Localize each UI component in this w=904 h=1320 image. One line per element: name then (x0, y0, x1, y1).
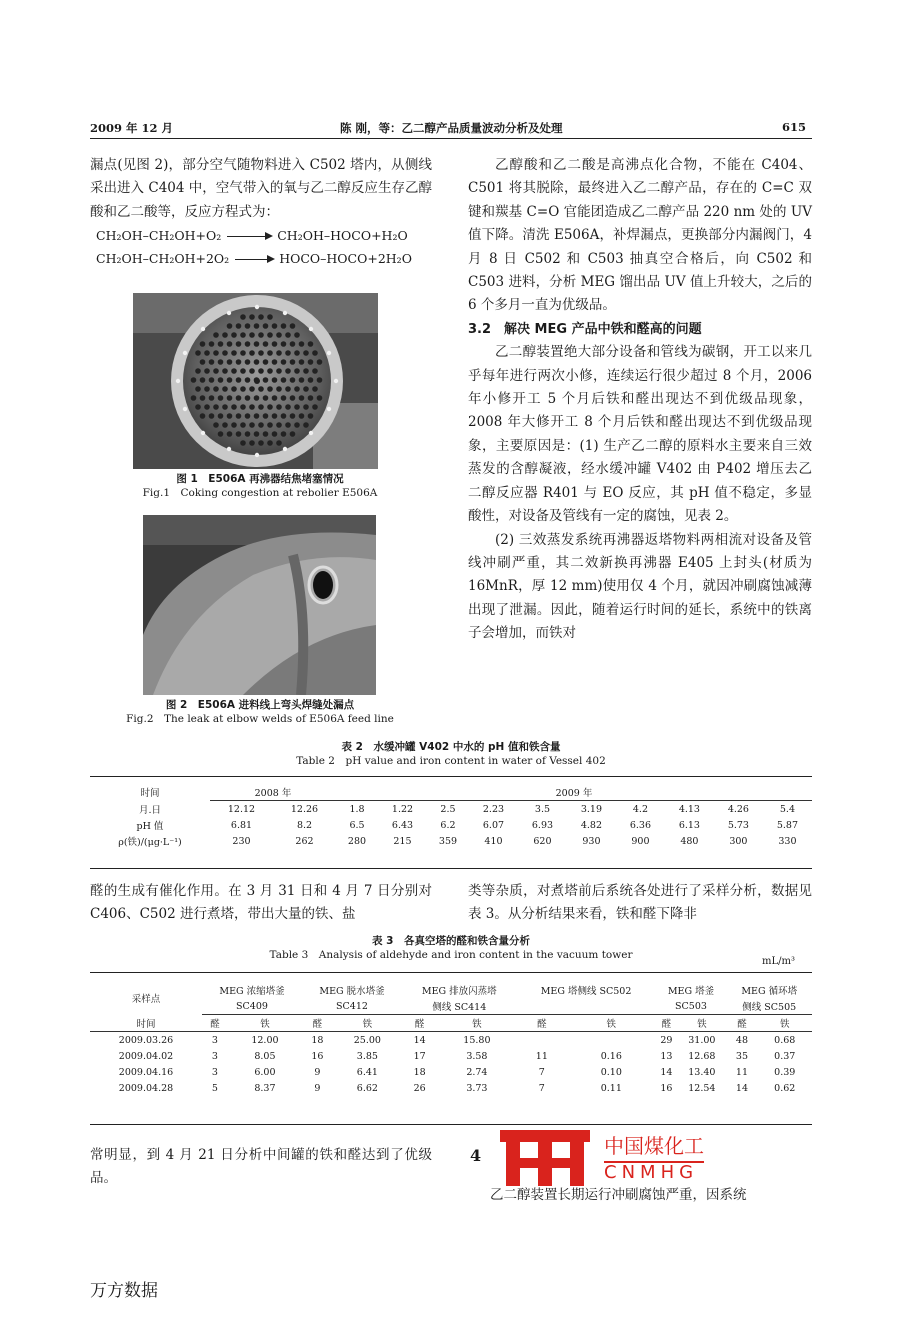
table-row (90, 833, 812, 849)
table-cell: 18 (311, 1034, 324, 1046)
arrow-icon (227, 236, 271, 237)
table-cell: 0.68 (774, 1034, 796, 1046)
table-cell: 醛 (661, 1019, 672, 1030)
table-cell: 侧线 SC414 (402, 998, 517, 1015)
table-cell: ρ(铁)/(μg·L⁻¹) (118, 837, 182, 848)
table-cell: 12.12 (227, 803, 256, 815)
table-cell: 6.5 (349, 819, 365, 831)
table-cell: 14 (735, 1082, 748, 1094)
table-cell: 0.11 (600, 1082, 622, 1094)
table-3-caption-en: Table 3 Analysis of aldehyde and iron content in the vacuum tower (269, 949, 633, 961)
table-cell: 6.2 (440, 819, 456, 831)
table-cell: 6.41 (356, 1066, 378, 1078)
table-cell: 330 (778, 835, 797, 847)
table-cell: 410 (484, 835, 503, 847)
table-cell: 930 (582, 835, 601, 847)
table-cell (517, 998, 656, 1015)
table-cell: 6.00 (254, 1066, 276, 1078)
table-row (90, 1048, 812, 1064)
table-cell: MEG 浓缩塔釜 (219, 986, 285, 997)
table-cell: 铁 (606, 1019, 617, 1030)
table-cell: 6.13 (678, 819, 700, 831)
table-cell: 11 (535, 1050, 548, 1062)
table-cell: 3 (211, 1034, 218, 1046)
table-2-caption (90, 740, 812, 768)
table-cell: 0.37 (774, 1050, 796, 1062)
table-cell: MEG 循环塔 (741, 986, 798, 997)
table-cell: 9 (314, 1082, 321, 1094)
table-cell: 1.8 (349, 803, 365, 815)
table-cell: 铁 (697, 1019, 707, 1030)
table-cell: 17 (413, 1050, 426, 1062)
table-cell: SC503 (656, 998, 727, 1015)
table-cell: 12.54 (688, 1082, 716, 1094)
table-cell: 月.日 (138, 804, 162, 816)
table-cell: 0.39 (774, 1066, 796, 1078)
left-para-1: 漏点(见图 2)，部分空气随物料进入 C502 塔内，从侧线采出进入 C404 中，空气带入的氧与乙二醇反应生存乙醇酸和乙二酸等，反应方程式为： (90, 157, 432, 220)
table-cell: 359 (438, 835, 458, 847)
table-cell: 12.26 (290, 803, 319, 815)
table-2-year-2009: 2009 年 (336, 784, 812, 801)
table-cell: 18 (413, 1066, 426, 1078)
table-cell: 31.00 (688, 1034, 716, 1046)
footer-watermark: 万方数据 (90, 1281, 158, 1301)
table-3-caption-cn: 表 3 各真空塔的醛和铁含量分析 (372, 935, 530, 947)
table-cell (517, 1032, 568, 1049)
table-row (90, 1032, 812, 1049)
table-cell: pH 值 (136, 821, 164, 832)
table-cell: 26 (413, 1082, 426, 1094)
table-cell: 铁 (260, 1019, 270, 1030)
table-cell: 480 (680, 835, 699, 847)
right-para-3: (2) 三效蒸发系统再沸器返塔物料两相流对设备及管线冲刷严重，其二效新换再沸器 E405 上封头(材质为 16MnR，厚 12 mm)使用仅 4 个月，就因冲刷腐蚀减薄出现了泄漏。因此，随着运行时间的延长，系统中的铁离子会增加，而铁对 (468, 531, 812, 642)
table-cell: 2009.04.02 (118, 1050, 174, 1062)
table-cell: 5.73 (727, 819, 749, 831)
table-3-unit: mL/m³ (762, 956, 795, 967)
table-cell: SC412 (302, 998, 402, 1015)
figure-1-caption-en: Fig.1 Coking congestion at rebolier E506A (142, 487, 378, 499)
table-2-bottom-rule (90, 868, 812, 869)
table-cell: 5 (211, 1082, 218, 1094)
table-cell: 35 (735, 1050, 748, 1062)
table-cell: 262 (295, 835, 314, 847)
table-cell: 5.4 (779, 803, 795, 815)
table-3-sample-label: 采样点 (131, 994, 161, 1006)
table-cell: 醛 (537, 1019, 547, 1030)
bottom-right-text: 乙二醇装置长期运行冲刷腐蚀严重，因系统 (490, 1187, 747, 1203)
section-4-number: 4 (470, 1146, 482, 1165)
header-rule (90, 138, 812, 139)
section-3-2-heading: 3.2 解决 MEG 产品中铁和醛高的问题 (468, 321, 702, 337)
figure-1-caption (110, 472, 410, 500)
table-cell: 8.37 (254, 1082, 276, 1094)
table-cell: 3.19 (580, 803, 603, 815)
table-cell: 12.00 (251, 1034, 279, 1046)
table-2 (90, 784, 812, 849)
table-cell: 48 (735, 1034, 748, 1046)
table-2-year-row (90, 784, 812, 801)
table-cell: 620 (533, 835, 552, 847)
right-para-2: 乙二醇装置绝大部分设备和管线为碳钢，开工以来几乎每年进行两次小修，连续运行很少超过 8 个月，2006 年小修开工 5 个月后铁和醛出现达不到优级品现象，2008 年大修开工 8 个月后铁和醛出现达不到优级品现象，主要原因是：(1) 生产乙二醇的原料水主要来自三效蒸发的含醇凝液，经水缓冲罐 V402 由 P402 增压去乙二醇反应器 R401 与 EO 反应，其 pH 值不稳定，多显酸性，对设备及管线有一定的腐蚀，见表 2。 (468, 344, 812, 525)
table-cell: 铁 (472, 1019, 482, 1030)
table-cell: 醛 (210, 1019, 220, 1030)
table-cell: 0.16 (600, 1050, 622, 1062)
table-cell: 2.5 (440, 803, 456, 815)
table-cell: 7 (538, 1082, 545, 1094)
table-cell: 6.93 (531, 819, 554, 831)
table-cell: 3.58 (466, 1050, 488, 1062)
table-cell: 1.22 (391, 803, 414, 815)
arrow-icon (235, 259, 273, 260)
table-cell: 230 (232, 835, 251, 847)
table-cell: 215 (393, 835, 412, 847)
left-column (90, 154, 432, 270)
table-cell (567, 1032, 655, 1049)
figure-1-caption-cn: 图 1 E506A 再沸器结焦堵塞情况 (176, 473, 344, 485)
table-cell: 3.85 (356, 1050, 378, 1062)
table-row (90, 1080, 812, 1096)
table-cell: 6.43 (391, 819, 414, 831)
figure-2-caption (100, 698, 420, 726)
table-3-top-rule (90, 972, 812, 973)
table-cell: 4.26 (727, 803, 749, 815)
table-cell: 醛 (414, 1019, 425, 1030)
table-cell: 2.74 (466, 1066, 488, 1078)
table-cell: 11 (735, 1066, 748, 1078)
table-row (90, 801, 812, 818)
right-para-1: 乙醇酸和乙二酸是高沸点化合物，不能在 C404、C501 将其脱除，最终进入乙二醇产品，存在的 C=C 双键和羰基 C=O 官能团造成乙二醇产品 220 nm 处的 UV 值下降。清洗 E506A，补焊漏点，更换部分内漏阀门，4 月 8 日 C502 和 C503 抽真空合格后，向 C502 和 C503 进料，分析 MEG 馏出品 UV 值上升较大，之后的 6 个多月一直为优级品。 (468, 157, 812, 314)
table-cell: 6.36 (629, 819, 651, 831)
table-cell: 6.62 (356, 1082, 378, 1094)
table-cell: 时间 (136, 1018, 156, 1030)
right-column (468, 154, 812, 646)
logo-en-text: CNMHG (604, 1162, 699, 1183)
table-3 (90, 982, 812, 1096)
table-row (90, 817, 812, 833)
table-cell: 醛 (312, 1019, 323, 1030)
table-cell: 0.10 (600, 1066, 622, 1078)
table-cell: 6.81 (230, 819, 253, 831)
table-cell: 铁 (779, 1019, 790, 1030)
figure-2-caption-en: Fig.2 The leak at elbow welds of E506A feed line (126, 713, 394, 725)
table-cell: 13 (660, 1050, 673, 1062)
header-date: 2009 年 12 月 (90, 121, 174, 135)
figure-1-photo (133, 293, 378, 469)
figure-2-caption-cn: 图 2 E506A 进料线上弯头焊缝处漏点 (165, 699, 355, 711)
table-cell: 9 (314, 1066, 321, 1078)
table-cell: 2009.04.16 (118, 1066, 174, 1078)
table-cell: 16 (660, 1082, 673, 1094)
table-cell: 15.80 (463, 1034, 491, 1046)
table-cell: MEG 塔侧线 SC502 (540, 986, 632, 997)
mid-right-text: 类等杂质，对煮塔前后系统各处进行了采样分析，数据见表 3。从分析结果来看，铁和醛下降非 (468, 883, 812, 923)
table-cell: SC409 (202, 998, 302, 1015)
table-cell: 900 (631, 835, 650, 847)
table-2-top-rule (90, 776, 812, 777)
header-page: 615 (782, 120, 807, 134)
table-2-time-label: 时间 (140, 788, 160, 800)
table-cell: 2009.04.28 (118, 1082, 174, 1094)
table-cell: 醛 (737, 1019, 747, 1030)
table-cell: MEG 脱水塔釜 (319, 986, 385, 997)
table-cell: MEG 排放闪蒸塔 (421, 986, 497, 997)
table-row (90, 1064, 812, 1080)
logo-mark-icon (500, 1128, 600, 1188)
table-cell: 0.62 (774, 1082, 796, 1094)
table-cell: 4.82 (580, 819, 603, 831)
table-cell: 14 (413, 1034, 426, 1046)
table-cell: 25.00 (353, 1034, 381, 1046)
table-cell: 4.2 (632, 803, 648, 815)
logo-cn-text: 中国煤化工 (604, 1130, 704, 1163)
table-3-bottom-rule (90, 1124, 812, 1125)
mid-left-text: 醛的生成有催化作用。在 3 月 31 日和 4 月 7 日分别对 C406、C502 进行煮塔，带出大量的铁、盐 (90, 883, 432, 923)
table-cell: 8.05 (254, 1050, 276, 1062)
table-cell: 13.40 (688, 1066, 716, 1078)
table-cell: 5.87 (776, 819, 799, 831)
table-cell: 6.07 (482, 819, 505, 831)
equation-2: CH₂OH–CH₂OH+2O₂ HOCO–HOCO+2H₂O (96, 251, 412, 267)
header-title: 陈 刚，等：乙二醇产品质量波动分析及处理 (340, 121, 563, 135)
table-2-caption-cn: 表 2 水缓冲罐 V402 中水的 pH 值和铁含量 (341, 741, 561, 753)
table-cell: 3 (211, 1050, 218, 1062)
table-cell: 2009.03.26 (118, 1034, 174, 1046)
cnmhg-logo (500, 1128, 710, 1188)
equation-1: CH₂OH–CH₂OH+O₂ CH₂OH–HOCO+H₂O (96, 228, 408, 244)
table-cell: 8.2 (296, 819, 313, 831)
table-cell: 2.23 (482, 803, 505, 815)
table-2-caption-en: Table 2 pH value and iron content in water of Vessel 402 (296, 755, 606, 767)
table-cell: 14 (660, 1066, 673, 1078)
table-cell: 铁 (362, 1019, 373, 1030)
bottom-left-text: 常明显，到 4 月 21 日分析中间罐的铁和醛达到了优级品。 (90, 1147, 432, 1187)
table-cell: 3.5 (534, 803, 551, 815)
table-cell: 7 (538, 1066, 545, 1078)
table-cell: 12.68 (688, 1050, 716, 1062)
table-cell: 侧线 SC505 (726, 998, 812, 1015)
table-cell: 16 (311, 1050, 324, 1062)
table-3-caption (90, 934, 812, 962)
table-cell: 280 (347, 835, 367, 847)
table-cell: 300 (729, 835, 748, 847)
table-cell: 3.73 (466, 1082, 488, 1094)
figure-2-photo (143, 515, 376, 695)
table-cell: 3 (211, 1066, 218, 1078)
table-cell: 4.13 (678, 803, 700, 815)
table-cell: MEG 塔釜 (667, 986, 715, 997)
table-2-year-2008: 2008 年 (210, 784, 336, 801)
table-cell: 29 (660, 1034, 673, 1046)
